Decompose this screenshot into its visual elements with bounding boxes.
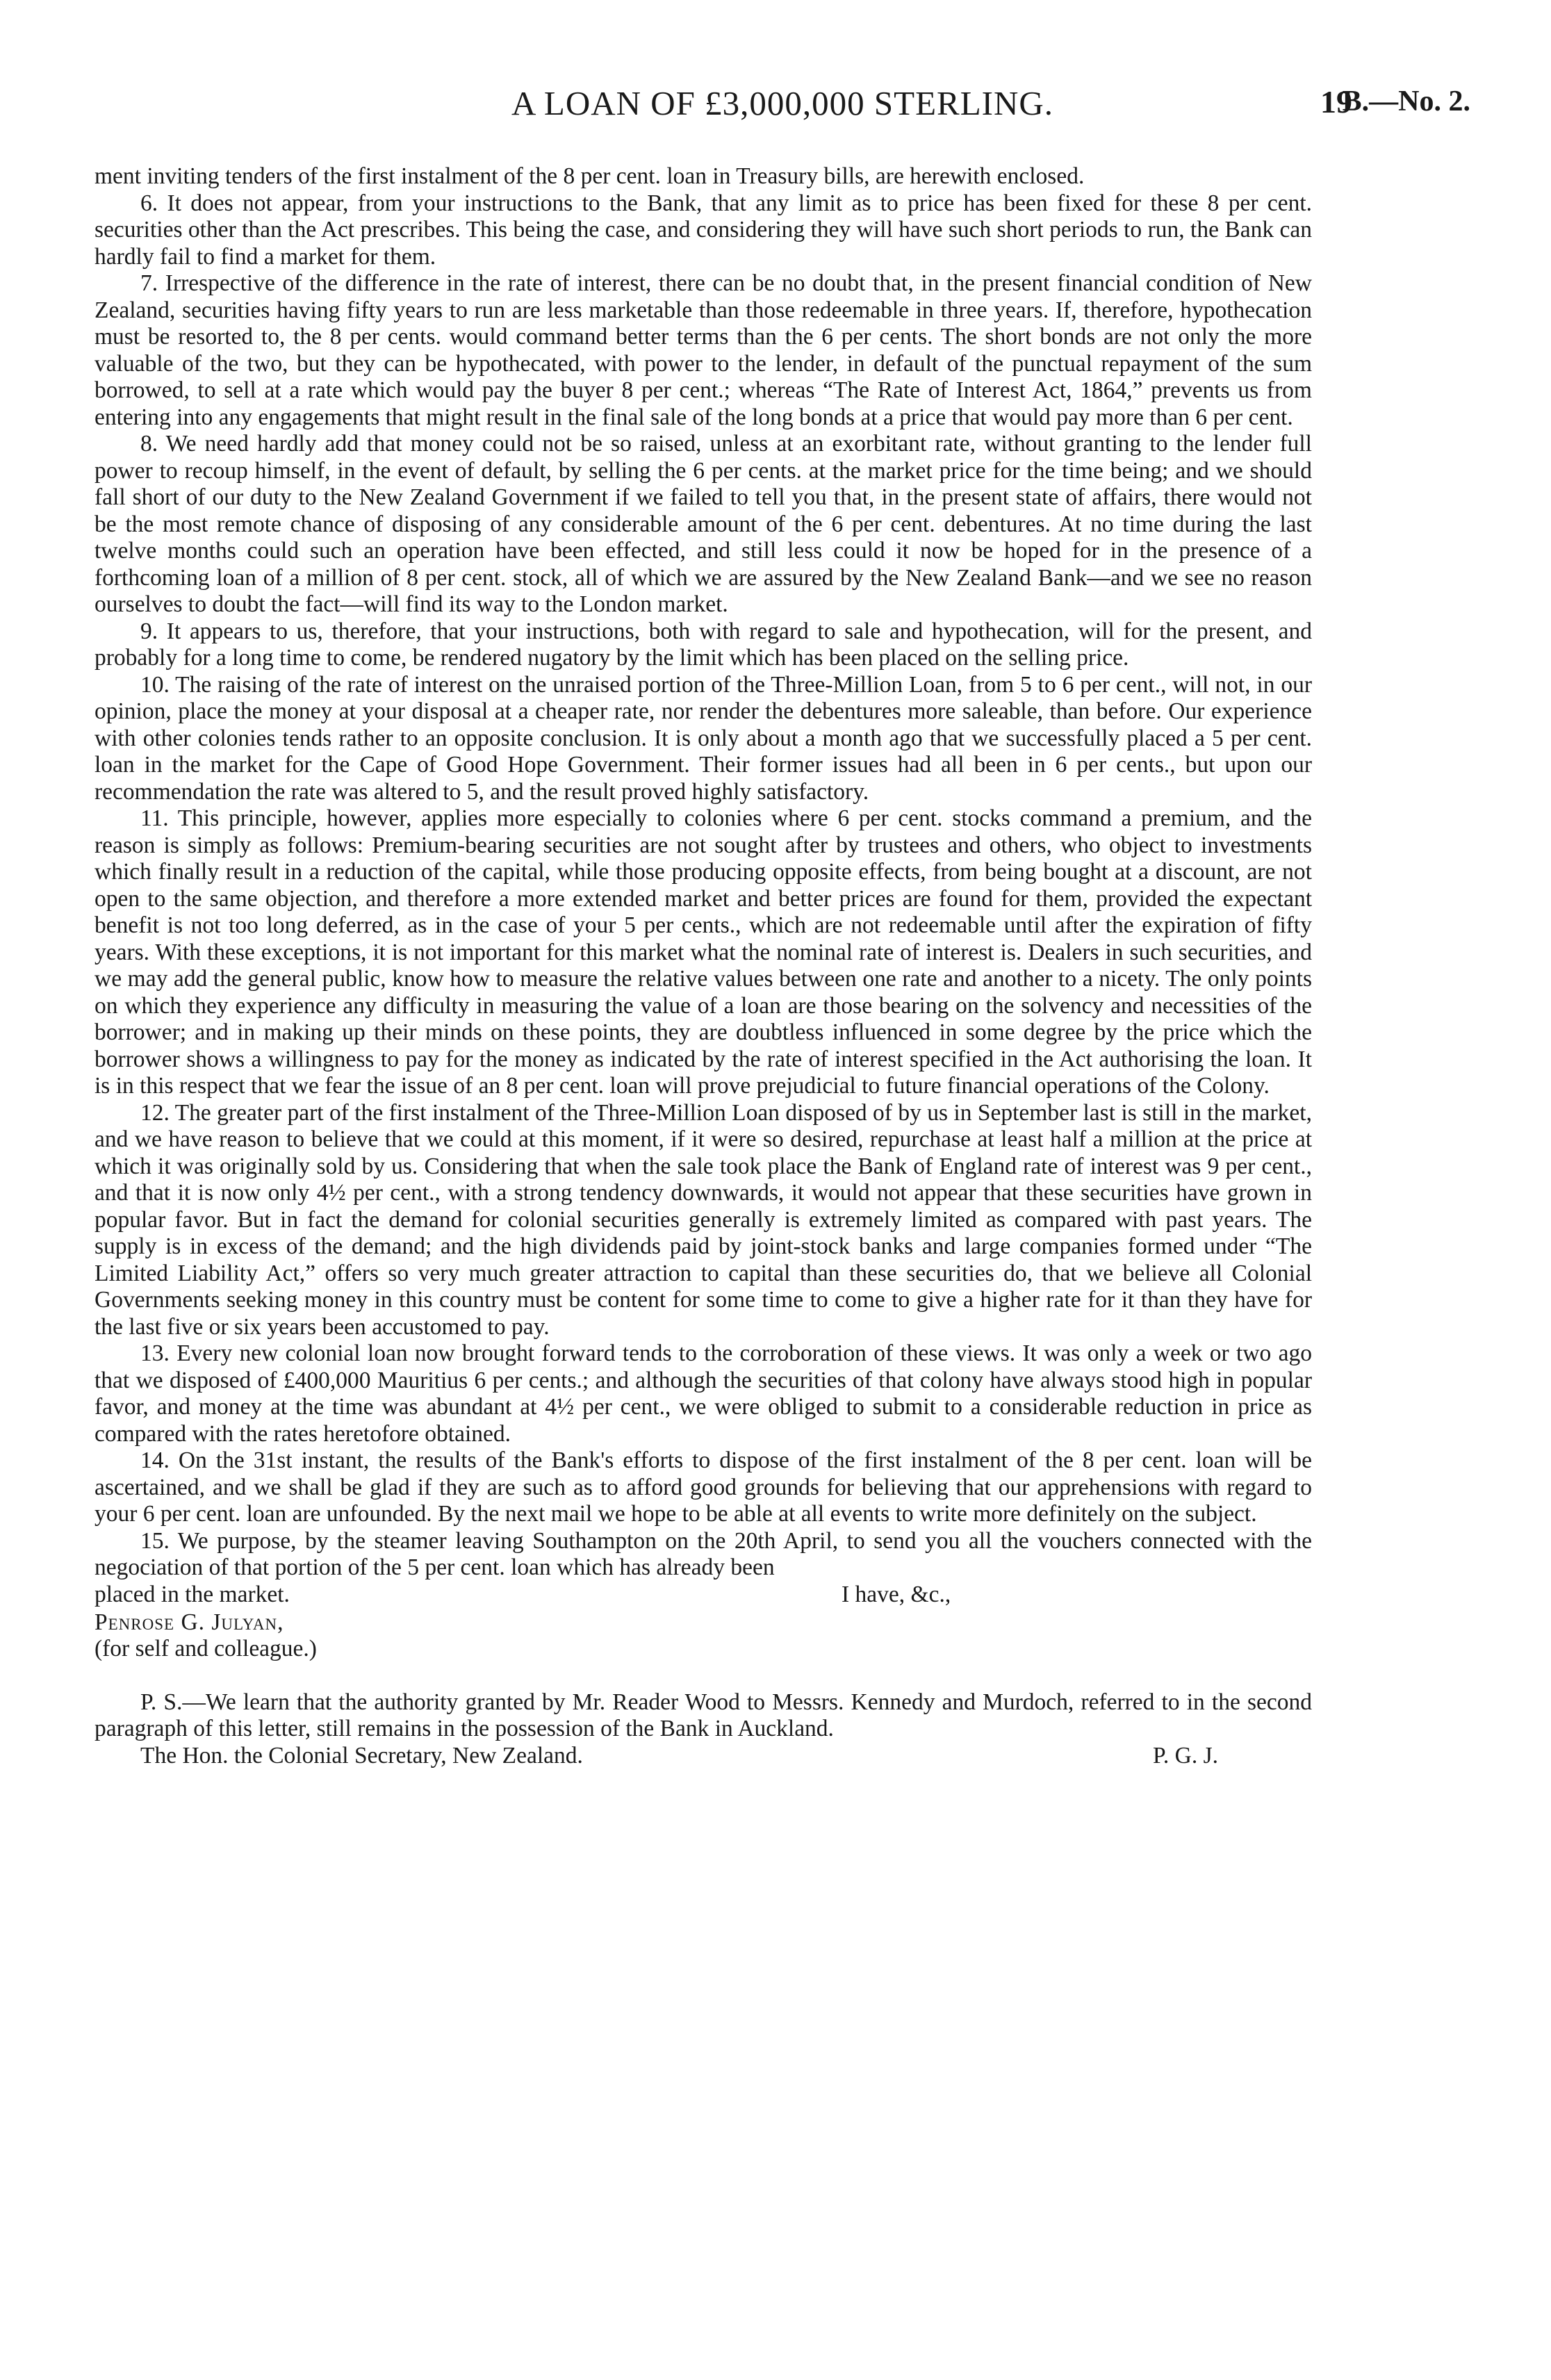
paragraph-continued: ment inviting tenders of the first instalment of the 8 per cent. loan in Treasury bills, are herewith enclosed.	[95, 163, 1085, 189]
paragraph-9: 9. It appears to us, therefore, that your instructions, both with regard to sale and hypothecation, will for the present, and probably for a long time to come, be rendered nugatory by the limit which has been placed on the selling price.	[95, 618, 1312, 671]
postscript: P. S.—We learn that the authority granted by Mr. Reader Wood to Messrs. Kennedy and Murdoch, referred to in the second paragraph of this letter, still remains in the possession of the Bank in Auckland.	[95, 1689, 1312, 1741]
paragraph-11: 11. This principle, however, applies more especially to colonies where 6 per cent. stocks command a premium, and the reason is simply as follows: Premium-bearing securities are not sought after by trustees and others, who object to investments which finally result in a reduction of the capital, while those producing opposite effects, from being bought at a discount, are not open to the same objection, and therefore a more extended market and better prices are found for them, provided the expectant benefit is not too long deferred, as in the case of your 5 per cents., which are not redeemable until after the expiration of fifty years. With these exceptions, it is not important for this market what the nominal rate of interest is. Dealers in such securities, and we may add the general public, know how to measure the relative values between one rate and another to a nicety. The only points on which they experience any difficulty in measuring the value of a loan are those bearing on the solvency and necessities of the borrower; and in making up their minds on these points, they are doubtless influenced in some degree by the price which the borrower shows a willingness to pay for the money as indicated by the rate of interest specified in the Act authorising the loan. It is in this respect that we fear the issue of an 8 per cent. loan will prove prejudicial to future financial operations of the Colony.	[95, 805, 1312, 1099]
closing-line	[95, 1582, 1312, 1609]
addressee: The Hon. the Colonial Secretary, New Zealand.	[140, 1742, 583, 1768]
paragraph-12: 12. The greater part of the first instalment of the Three-Million Loan disposed of by us in September last is still in the market, and we have reason to believe that we could at this moment, if it were so desired, repurchase at least half a million at the price at which it was originally sold by us. Considering that when the sale took place the Bank of England rate of interest was 9 per cent., and that it is now only 4½ per cent., with a strong tendency downwards, it would not appear that these securities have grown in popular favor. But in fact the demand for colonial securities generally is extremely limited as compared with past years. The supply is in excess of the demand; and the high dividends paid by joint-stock banks and large companies formed under “The Limited Liability Act,” offers so very much greater attraction to capital than these securities do, that we believe all Colonial Governments seeking money in this country must be content for some time to come to give a higher rate for it than they have for the last five or six years been accustomed to pay.	[95, 1099, 1312, 1340]
page-number: 19	[1320, 84, 1352, 120]
paragraph-15: 15. We purpose, by the steamer leaving Southampton on the 20th April, to send you all the vouchers connected with the negociation of that portion of the 5 per cent. loan which has already been	[95, 1527, 1312, 1580]
signature-note: (for self and colleague.)	[95, 1636, 317, 1661]
letter-body	[95, 163, 1312, 1771]
paragraph-10: 10. The raising of the rate of interest on the unraised portion of the Three-Million Loan, from 5 to 6 per cent., will not, in our opinion, place the money at your disposal at a cheaper rate, nor render the debentures more saleable, than before. Our experience with other colonies tends rather to an opposite conclusion. It is only about a month ago that we successfully placed a 5 per cent. loan in the market for the Cape of Good Hope Government. Their former issues had all been in 6 per cents., but upon our recommendation the rate was altered to 5, and the result proved highly satisfactory.	[95, 671, 1312, 805]
paragraph-13: 13. Every new colonial loan now brought forward tends to the corroboration of these views. It was only a week or two ago that we disposed of £400,000 Mauritius 6 per cents.; and although the securities of that colony have always stood high in popular favor, and money at the time was abundant at 4½ per cent., we were obliged to submit to a considerable reduction in price as compared with the rates heretofore obtained.	[95, 1340, 1312, 1447]
signer-initials: P. G. J.	[1153, 1742, 1219, 1768]
paper-number: B.—No. 2.	[1342, 85, 1470, 117]
paragraph-7: 7. Irrespective of the difference in the rate of interest, there can be no doubt that, in the present financial condition of New Zealand, securities having fifty years to run are less marketable than those redeemable in three years. If, therefore, hypothecation must be resorted to, the 8 per cents. would command better terms than the 6 per cents. The short bonds are not only the more valuable of the two, but they can be hypothecated, with power to the lender, in default of the punctual repayment of the sum borrowed, to sell at a rate which would pay the buyer 8 per cent.; whereas “The Rate of Interest Act, 1864,” prevents us from entering into any engagements that might result in the final sale of the long bonds at a price that would pay more than 6 per cent.	[95, 270, 1312, 430]
page-title: A LOAN OF £3,000,000 STERLING.	[511, 84, 1053, 122]
paragraph-14: 14. On the 31st instant, the results of the Bank's efforts to dispose of the first instalment of the 8 per cent. loan will be ascertained, and we shall be glad if they are such as to afford good grounds for believing that our apprehensions with regard to your 6 per cent. loan are unfounded. By the next mail we hope to be able at all events to write more definitely on the subject.	[95, 1447, 1312, 1527]
complimentary-close: I have, &c.,	[842, 1581, 951, 1607]
addressee-line	[95, 1743, 1312, 1771]
paragraph-6: 6. It does not appear, from your instructions to the Bank, that any limit as to price has been fixed for these 8 per cent. securities other than the Act prescribes. This being the case, and considering they will have such short periods to run, the Bank can hardly fail to find a market for them.	[95, 190, 1312, 270]
closing-last-line: placed in the market.	[95, 1581, 290, 1607]
paragraph-8: 8. We need hardly add that money could not be so raised, unless at an exorbitant rate, without granting to the lender full power to recoup himself, in the event of default, by selling the 6 per cents. at the market price for the time being; and we should fall short of our duty to the New Zealand Government if we failed to tell you that, in the present state of affairs, there would not be the most remote chance of disposing of any considerable amount of the 6 per cent. debentures. At no time during the last twelve months could such an operation have been effected, and still less could it now be hoped for in the presence of a forthcoming loan of a million of 8 per cent. stock, all of which we are assured by the New Zealand Bank—and we see no reason ourselves to doubt the fact—will find its way to the London market.	[95, 431, 1312, 617]
signature-name: Penrose G. Julyan,	[95, 1609, 284, 1635]
page-header	[95, 83, 1470, 139]
spacer	[95, 1663, 1312, 1689]
